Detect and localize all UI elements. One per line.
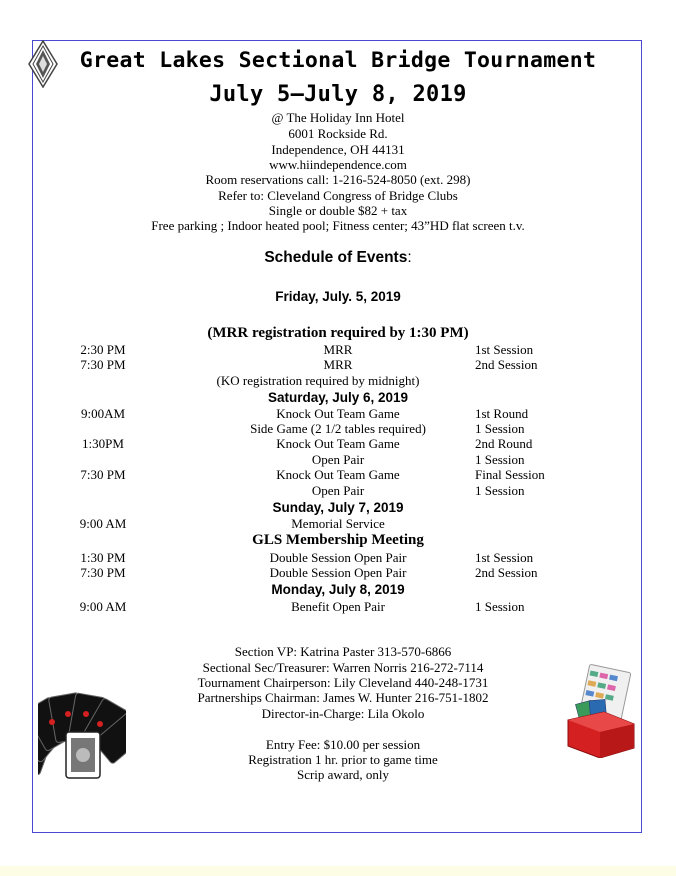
row-event: Knock Out Team Game	[276, 406, 400, 421]
row-session: 2nd Session	[475, 357, 538, 372]
schedule-heading	[0, 249, 676, 267]
row-time: 9:00AM	[80, 406, 126, 421]
bridge-board-icon	[564, 662, 638, 758]
row-session: 1st Session	[475, 550, 534, 565]
venue-hotel: @ The Holiday Inn Hotel	[271, 110, 405, 125]
gls-meeting-heading: GLS Membership Meeting	[252, 532, 424, 548]
venue-rate: Single or double $82 + tax	[268, 203, 408, 218]
row-event: MRR	[323, 342, 353, 357]
schedule-heading-colon: :	[407, 249, 412, 266]
schedule-row	[0, 599, 676, 615]
row-session: 1st Session	[475, 342, 534, 357]
row-time: 9:00 AM	[79, 516, 127, 531]
row-time: 7:30 PM	[80, 467, 126, 482]
row-session: 2nd Session	[475, 565, 538, 580]
schedule-row	[0, 357, 676, 373]
row-event: Benefit Open Pair	[291, 599, 385, 614]
schedule-row	[0, 483, 676, 499]
venue-city: Independence, OH 44131	[271, 142, 405, 157]
monday-heading: Monday, July 8, 2019	[271, 582, 405, 597]
row-time: 2:30 PM	[80, 342, 126, 357]
venue-street: 6001 Rockside Rd.	[288, 126, 388, 141]
row-event: Double Session Open Pair	[269, 550, 407, 565]
saturday-heading: Saturday, July 6, 2019	[267, 390, 409, 405]
contact-chairperson: Tournament Chairperson: Lily Cleveland 440-248-1731	[197, 675, 489, 690]
row-session: 1 Session	[475, 483, 525, 498]
row-event: Open Pair	[311, 452, 365, 467]
row-time: 7:30 PM	[80, 357, 126, 372]
contact-director: Director-in-Charge: Lila Okolo	[261, 706, 425, 721]
schedule-row	[0, 406, 676, 422]
row-event: Knock Out Team Game	[276, 436, 400, 451]
schedule-row	[0, 467, 676, 483]
playing-cards-fan-icon	[38, 682, 126, 782]
schedule-row	[0, 421, 676, 437]
row-session: Final Session	[475, 467, 545, 482]
row-session: 1 Session	[475, 421, 525, 436]
friday-heading: Friday, July. 5, 2019	[275, 289, 401, 304]
row-time: 7:30 PM	[80, 565, 126, 580]
schedule-row	[0, 452, 676, 468]
tournament-title: Great Lakes Sectional Bridge Tournament	[79, 48, 597, 73]
row-event: Side Game (2 1/2 tables required)	[250, 421, 426, 436]
row-time: 1:30PM	[82, 436, 124, 451]
venue-reservations: Room reservations call: 1-216-524-8050 (ext. 298)	[205, 172, 471, 187]
contact-section-vp: Section VP: Katrina Paster 313-570-6866	[234, 644, 452, 659]
schedule-heading-text: Schedule of Events	[264, 249, 408, 266]
venue-refer: Refer to: Cleveland Congress of Bridge Clubs	[218, 188, 458, 203]
row-session: 1st Round	[475, 406, 529, 421]
registration-time: Registration 1 hr. prior to game time	[248, 752, 438, 767]
scrip-award: Scrip award, only	[296, 767, 390, 782]
tournament-dates: July 5—July 8, 2019	[209, 82, 467, 107]
schedule-row	[0, 550, 676, 566]
row-event: Double Session Open Pair	[269, 565, 407, 580]
row-event: MRR	[323, 357, 353, 372]
contact-secretary: Sectional Sec/Treasurer: Warren Norris 216-272-7114	[202, 660, 484, 675]
contact-partnerships: Partnerships Chairman: James W. Hunter 216-751-1802	[197, 690, 489, 705]
schedule-row	[0, 565, 676, 581]
entry-fee: Entry Fee: $10.00 per session	[265, 737, 421, 752]
row-event: Memorial Service	[291, 516, 385, 531]
mrr-registration-note: (MRR registration required by 1:30 PM)	[207, 325, 469, 341]
row-event: Open Pair	[311, 483, 365, 498]
row-event: Knock Out Team Game	[276, 467, 400, 482]
schedule-row	[0, 516, 676, 532]
row-session: 1 Session	[475, 452, 525, 467]
ko-registration-note: (KO registration required by midnight)	[216, 373, 420, 388]
row-session: 2nd Round	[475, 436, 533, 451]
row-time: 9:00 AM	[79, 599, 127, 614]
venue-amenities: Free parking ; Indoor heated pool; Fitness center; 43”HD flat screen t.v.	[151, 218, 525, 233]
row-session: 1 Session	[475, 599, 525, 614]
venue-website: www.hiindependence.com	[269, 157, 407, 172]
schedule-row	[0, 436, 676, 452]
row-time: 1:30 PM	[80, 550, 126, 565]
schedule-row	[0, 342, 676, 358]
sunday-heading: Sunday, July 7, 2019	[272, 500, 404, 515]
bottom-band	[0, 866, 676, 876]
